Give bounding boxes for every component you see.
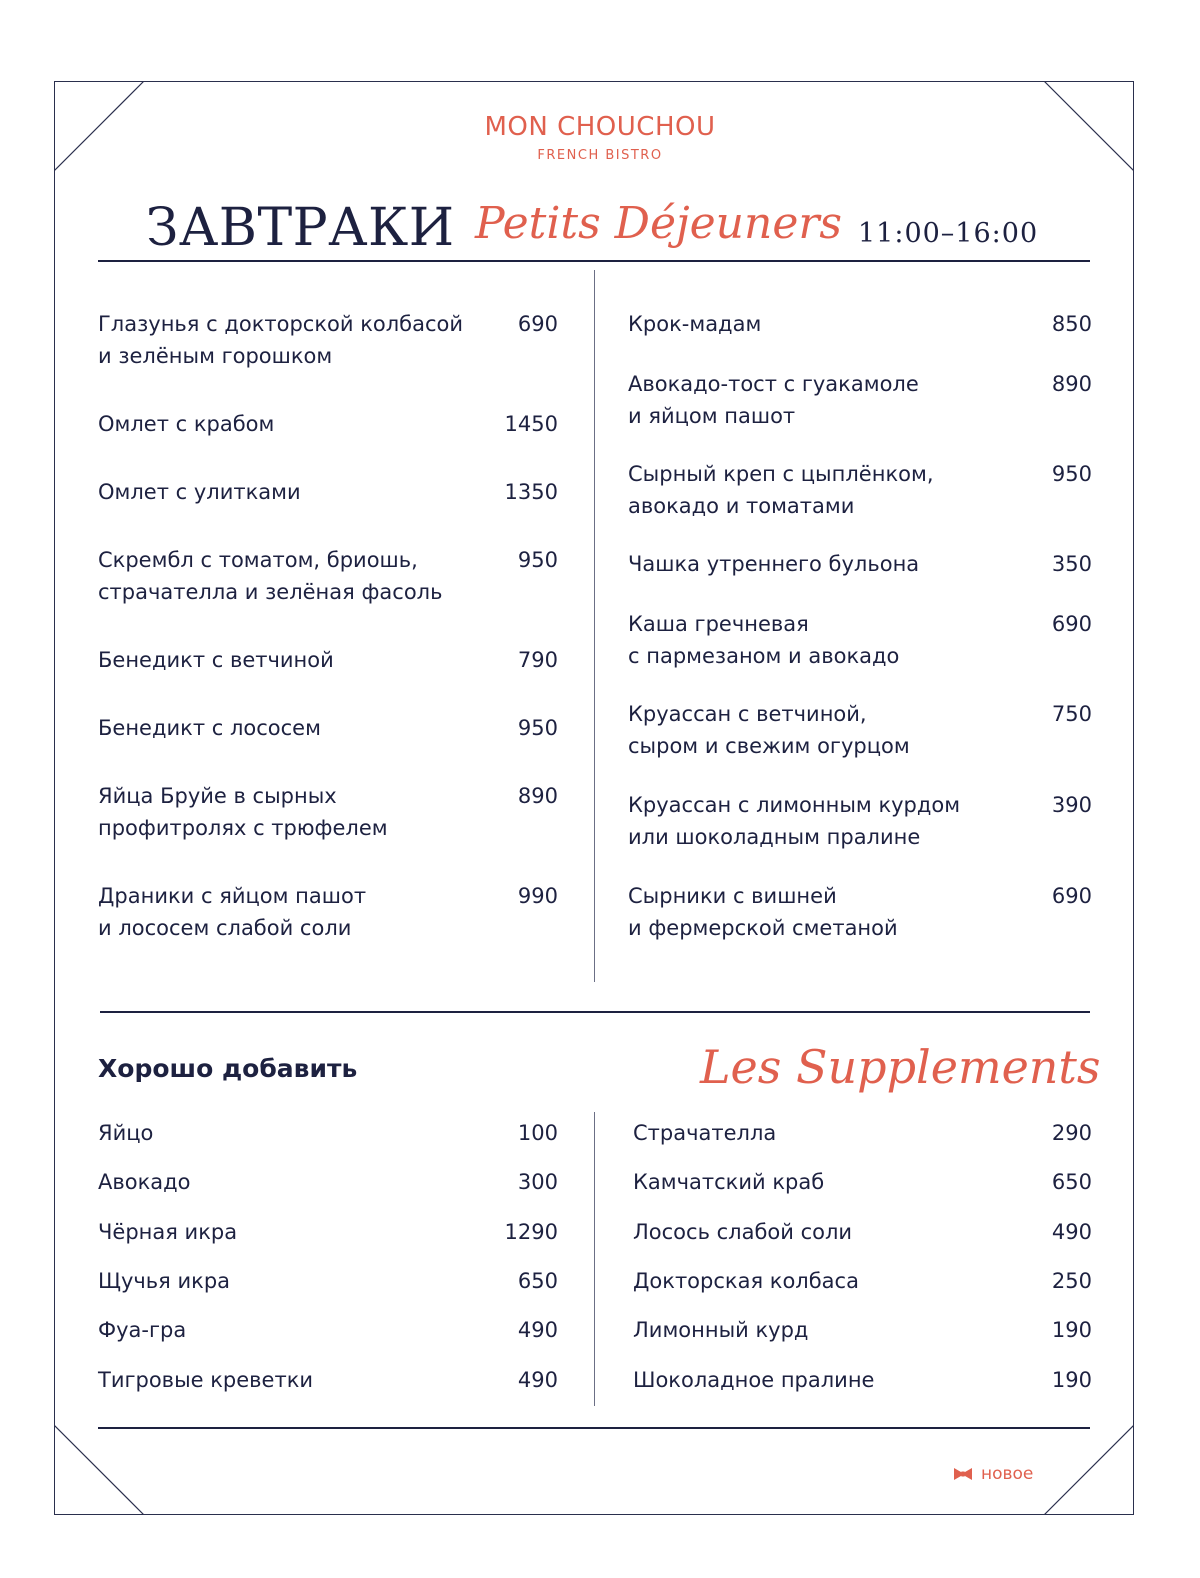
breakfast-item-price: 850 [1051, 312, 1092, 336]
breakfast-item-line: Круассан с ветчиной, [628, 702, 867, 726]
breakfast-item-price: 950 [517, 548, 558, 572]
breakfast-item-line: Драники с яйцом пашот [98, 884, 367, 908]
breakfast-item-line: профитролях с трюфелем [98, 816, 388, 840]
legend-new [953, 1464, 1033, 1484]
breakfast-item-line: Омлет с крабом [98, 412, 275, 436]
supplement-name: Авокадо [98, 1170, 191, 1195]
breakfast-item-line: Сырный креп с цыплёнком, [628, 462, 934, 486]
breakfast-item-name [628, 458, 934, 522]
supplement-name: Лимонный курд [633, 1318, 809, 1343]
breakfast-item-name [98, 780, 388, 844]
breakfast-item-price: 390 [1051, 793, 1092, 817]
breakfast-item-price: 690 [1051, 612, 1092, 636]
brand-name: MON CHOUCHOU [484, 112, 716, 142]
breakfast-item-line: Сырники с вишней [628, 884, 837, 908]
breakfast-item-line: с пармезаном и авокадо [628, 644, 900, 668]
breakfast-item-line: или шоколадным пралине [628, 825, 921, 849]
section-title-breakfast: ЗАВТРАКИ [146, 198, 455, 258]
supplement-price: 190 [1051, 1318, 1092, 1343]
brand-subtitle: FRENCH BISTRO [537, 148, 663, 163]
breakfast-item-price: 950 [1051, 462, 1092, 486]
breakfast-item-line: Круассан с лимонным курдом [628, 793, 961, 817]
supplement-price: 490 [517, 1367, 558, 1392]
breakfast-item-line: Авокадо-тост с гуакамоле [628, 372, 919, 396]
breakfast-item-line: Крок-мадам [628, 312, 762, 336]
supplement-name: Лосось слабой соли [633, 1219, 853, 1244]
breakfast-item-line: и яйцом пашот [628, 404, 796, 428]
breakfast-item-name [98, 880, 366, 944]
breakfast-item-line: Омлет с улитками [98, 480, 301, 504]
supplement-price: 250 [1051, 1268, 1092, 1293]
breakfast-item-name [98, 408, 274, 440]
bow-tie-icon [953, 1467, 973, 1481]
supplement-price: 490 [1051, 1219, 1092, 1244]
breakfast-item-name [98, 644, 334, 676]
breakfast-item-name [98, 712, 321, 744]
breakfast-column-divider [594, 270, 595, 982]
breakfast-item-line: Скрембл с томатом, бриошь, [98, 548, 418, 572]
supplement-name: Щучья икра [98, 1268, 231, 1293]
supplement-price: 650 [1051, 1170, 1092, 1195]
breakfast-item-price: 690 [517, 312, 558, 336]
supplement-name: Фуа-гра [98, 1318, 187, 1343]
section-divider [100, 1011, 1090, 1013]
section-title-breakfast-french: Petits Déjeuners [475, 198, 842, 249]
footer-divider [98, 1427, 1090, 1429]
breakfast-item-line: страчателла и зелёная фасоль [98, 580, 443, 604]
breakfast-item-name [628, 880, 898, 944]
supplement-name: Тигровые креветки [98, 1367, 314, 1392]
breakfast-item-price: 690 [1051, 884, 1092, 908]
legend-label: новое [981, 1464, 1034, 1484]
opening-hours: 11:00–16:00 [858, 218, 1039, 249]
supplement-price: 1290 [504, 1219, 558, 1244]
breakfast-item-line: и зелёным горошком [98, 344, 333, 368]
supplement-name: Шоколадное пралине [633, 1367, 875, 1392]
supplement-price: 190 [1051, 1367, 1092, 1392]
breakfast-item-name [628, 608, 899, 672]
breakfast-item-price: 1350 [504, 480, 558, 504]
breakfast-item-line: и фермерской сметаной [628, 916, 898, 940]
supplement-price: 100 [517, 1121, 558, 1145]
supplement-name: Докторская колбаса [633, 1268, 859, 1293]
breakfast-item-line: Глазунья с докторской колбасой [98, 312, 464, 336]
header-divider [98, 260, 1090, 262]
breakfast-item-name [628, 789, 960, 853]
breakfast-item-price: 790 [517, 648, 558, 672]
breakfast-item-price: 750 [1051, 702, 1092, 726]
breakfast-item-price: 950 [517, 716, 558, 740]
breakfast-item-name [628, 698, 910, 762]
breakfast-item-line: Бенедикт с ветчиной [98, 648, 334, 672]
breakfast-item-line: Каша гречневая [628, 612, 809, 636]
supplement-name: Страчателла [633, 1121, 777, 1145]
breakfast-item-name [628, 308, 761, 340]
supplement-price: 300 [517, 1170, 558, 1195]
supplement-price: 490 [517, 1318, 558, 1343]
breakfast-item-price: 990 [517, 884, 558, 908]
breakfast-item-name [628, 548, 919, 580]
breakfast-item-line: Бенедикт с лососем [98, 716, 321, 740]
supplements-title: Хорошо добавить [98, 1054, 358, 1083]
supplements-title-french: Les Supplements [700, 1040, 1101, 1094]
supplement-name: Яйцо [98, 1121, 154, 1145]
supplement-price: 290 [1051, 1121, 1092, 1145]
breakfast-item-price: 1450 [504, 412, 558, 436]
breakfast-item-price: 890 [1051, 372, 1092, 396]
breakfast-item-name [98, 308, 463, 372]
breakfast-item-name [628, 368, 919, 432]
breakfast-item-line: авокадо и томатами [628, 494, 855, 518]
supplement-price: 650 [517, 1268, 558, 1293]
breakfast-item-price: 890 [517, 784, 558, 808]
breakfast-item-line: сыром и свежим огурцом [628, 734, 910, 758]
supplements-column-divider [594, 1112, 595, 1406]
breakfast-item-name [98, 476, 301, 508]
breakfast-item-line: Яйца Бруйе в сырных [98, 784, 337, 808]
breakfast-item-line: Чашка утреннего бульона [628, 552, 920, 576]
supplement-name: Камчатский краб [633, 1170, 825, 1195]
supplement-name: Чёрная икра [98, 1219, 238, 1244]
breakfast-item-name [98, 544, 442, 608]
breakfast-item-line: и лососем слабой соли [98, 916, 352, 940]
breakfast-item-price: 350 [1051, 552, 1092, 576]
